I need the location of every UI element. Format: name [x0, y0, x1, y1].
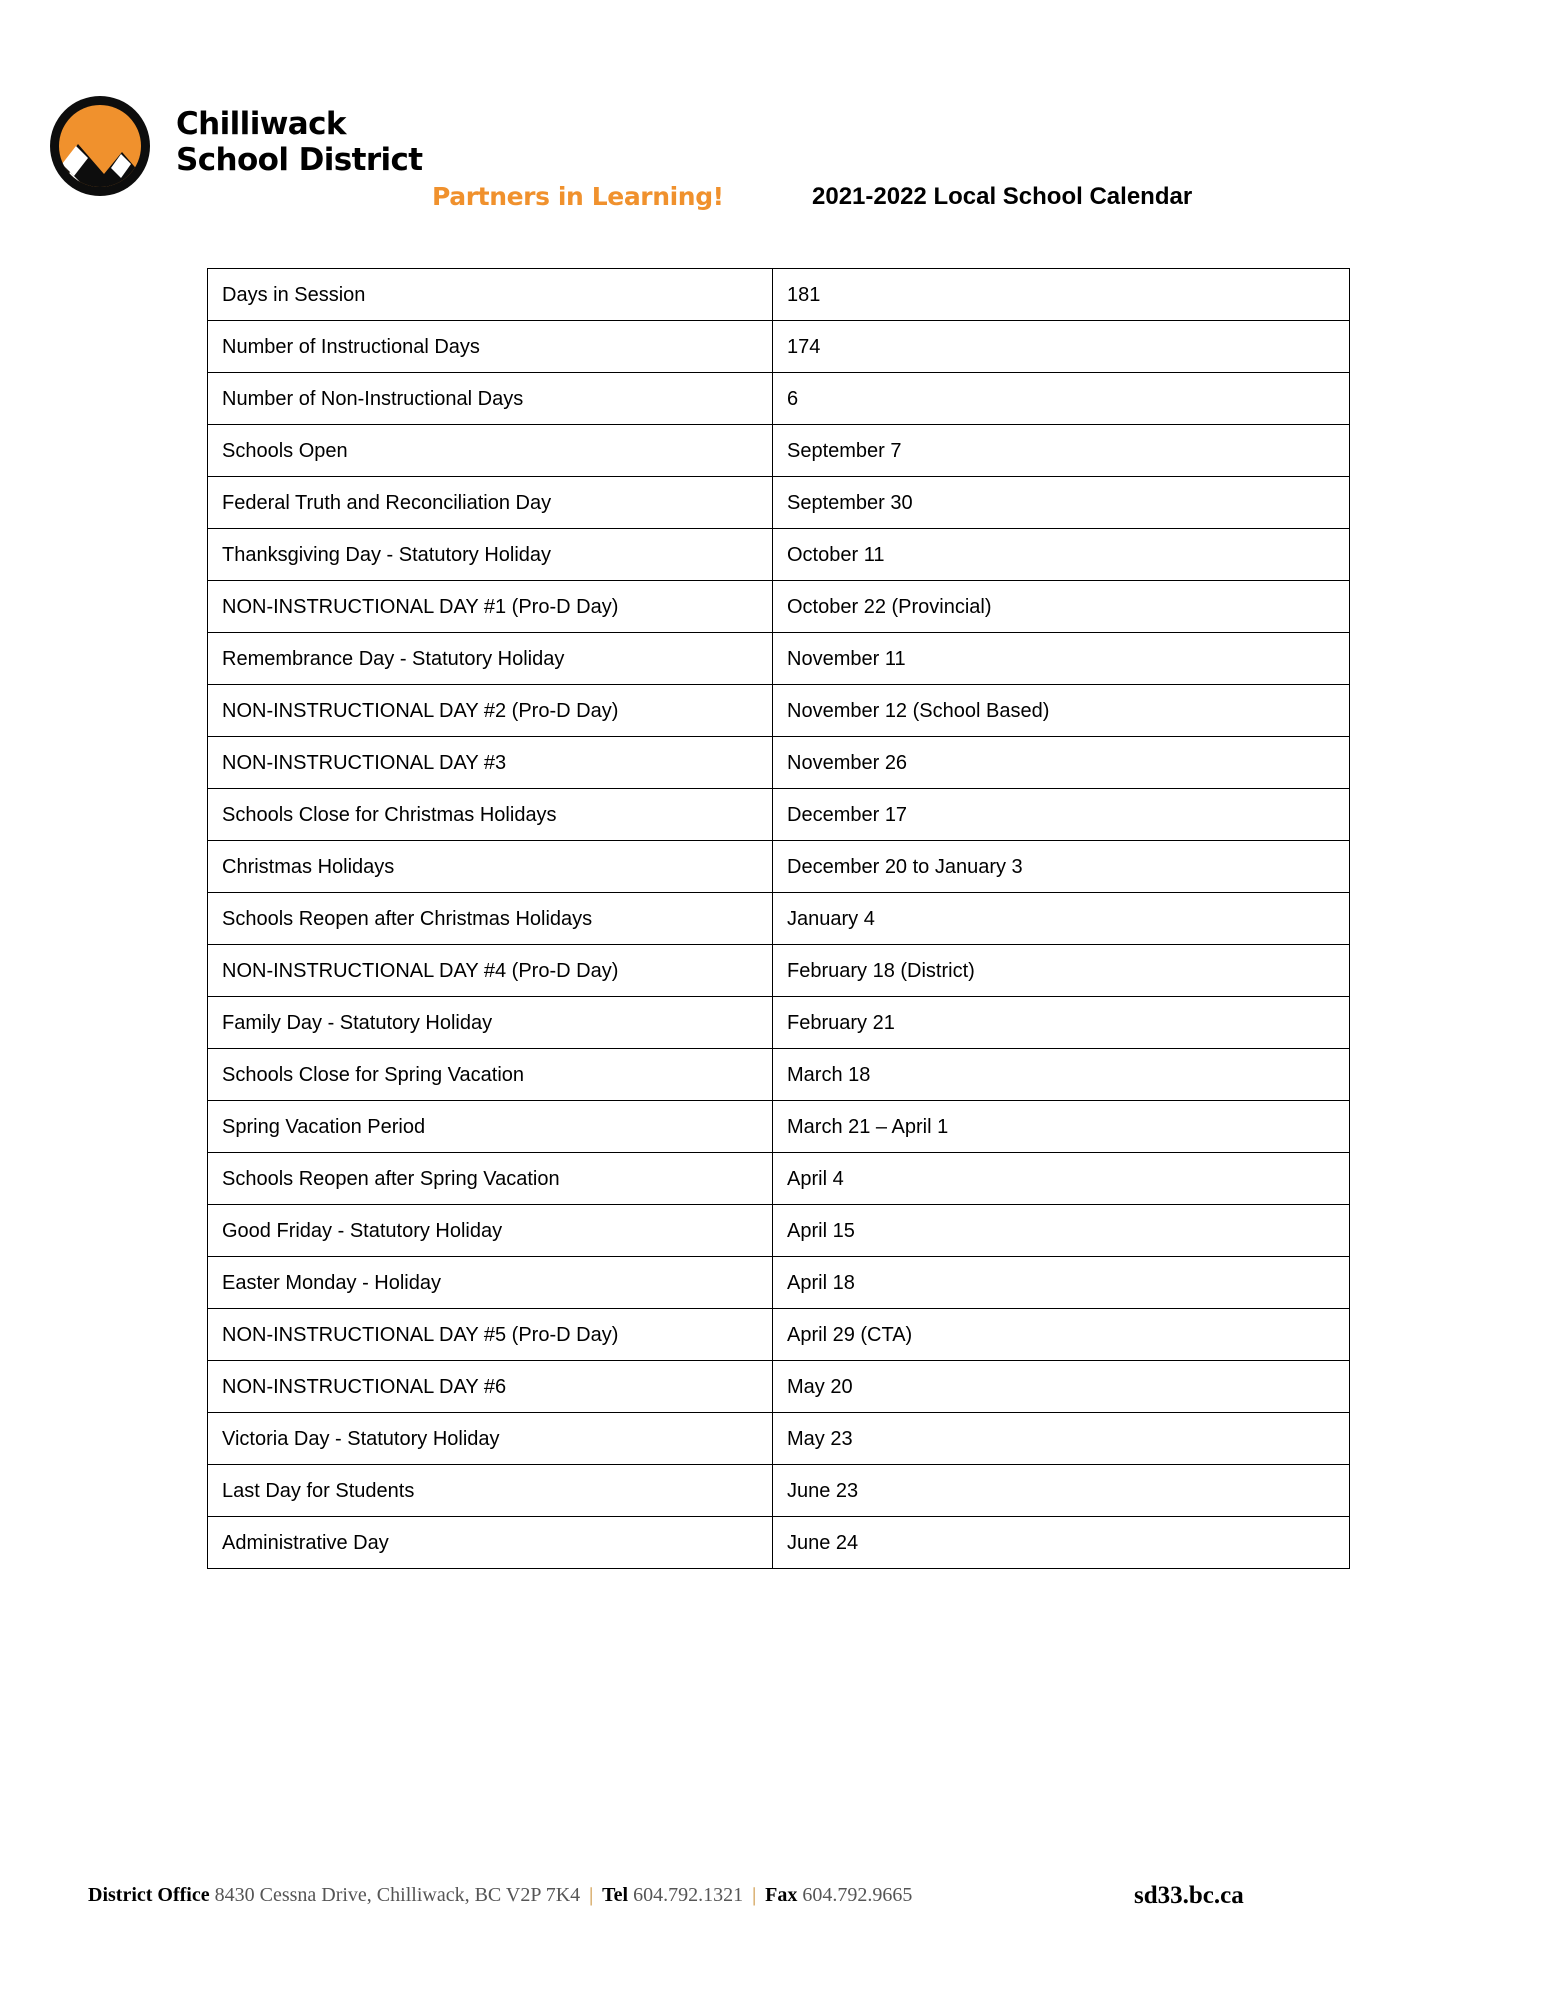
calendar-event-cell: Victoria Day - Statutory Holiday: [208, 1413, 773, 1465]
wordmark-line-2: School District: [176, 142, 423, 178]
table-row: [208, 1309, 1350, 1361]
calendar-date-cell: June 23: [773, 1465, 1350, 1517]
calendar-date-cell: September 30: [773, 477, 1350, 529]
calendar-date-cell: March 21 – April 1: [773, 1101, 1350, 1153]
calendar-event-cell: Schools Close for Christmas Holidays: [208, 789, 773, 841]
table-row: [208, 997, 1350, 1049]
wordmark-line-1: Chilliwack: [176, 106, 346, 142]
calendar-date-cell: January 4: [773, 893, 1350, 945]
table-row: [208, 1413, 1350, 1465]
calendar-event-cell: NON-INSTRUCTIONAL DAY #3: [208, 737, 773, 789]
footer-separator-2: |: [752, 1884, 757, 1906]
calendar-date-cell: April 29 (CTA): [773, 1309, 1350, 1361]
calendar-date-cell: May 20: [773, 1361, 1350, 1413]
page-footer: [0, 1884, 1556, 1924]
calendar-event-cell: Schools Close for Spring Vacation: [208, 1049, 773, 1101]
footer-website: sd33.bc.ca: [1134, 1882, 1244, 1909]
footer-fax-number: 604.792.9665: [802, 1884, 913, 1906]
calendar-event-cell: NON-INSTRUCTIONAL DAY #6: [208, 1361, 773, 1413]
calendar-date-cell: 6: [773, 373, 1350, 425]
table-row: [208, 1517, 1350, 1569]
calendar-date-cell: April 15: [773, 1205, 1350, 1257]
calendar-date-cell: March 18: [773, 1049, 1350, 1101]
calendar-date-cell: November 26: [773, 737, 1350, 789]
school-calendar-table: [207, 268, 1350, 1569]
table-row: [208, 789, 1350, 841]
calendar-date-cell: December 20 to January 3: [773, 841, 1350, 893]
footer-tel-label: Tel: [602, 1884, 629, 1906]
calendar-event-cell: Schools Reopen after Christmas Holidays: [208, 893, 773, 945]
district-logo: [48, 94, 152, 198]
calendar-event-cell: NON-INSTRUCTIONAL DAY #2 (Pro-D Day): [208, 685, 773, 737]
calendar-event-cell: NON-INSTRUCTIONAL DAY #5 (Pro-D Day): [208, 1309, 773, 1361]
calendar-date-cell: April 4: [773, 1153, 1350, 1205]
table-row: [208, 581, 1350, 633]
footer-address: 8430 Cessna Drive, Chilliwack, BC V2P 7K4: [214, 1884, 581, 1906]
table-row: [208, 1049, 1350, 1101]
calendar-event-cell: Administrative Day: [208, 1517, 773, 1569]
footer-fax-label: Fax: [765, 1884, 798, 1906]
table-row: [208, 1257, 1350, 1309]
table-row: [208, 737, 1350, 789]
table-row: [208, 425, 1350, 477]
calendar-event-cell: Days in Session: [208, 269, 773, 321]
calendar-event-cell: Schools Open: [208, 425, 773, 477]
calendar-date-cell: April 18: [773, 1257, 1350, 1309]
table-row: [208, 841, 1350, 893]
calendar-event-cell: Christmas Holidays: [208, 841, 773, 893]
calendar-event-cell: Federal Truth and Reconciliation Day: [208, 477, 773, 529]
calendar-date-cell: November 11: [773, 633, 1350, 685]
table-row: [208, 1101, 1350, 1153]
calendar-table-body: [208, 269, 1350, 1569]
calendar-date-cell: February 18 (District): [773, 945, 1350, 997]
page-title: 2021-2022 Local School Calendar: [812, 183, 1193, 210]
calendar-event-cell: Good Friday - Statutory Holiday: [208, 1205, 773, 1257]
calendar-event-cell: Thanksgiving Day - Statutory Holiday: [208, 529, 773, 581]
table-row: [208, 1361, 1350, 1413]
table-row: [208, 945, 1350, 997]
table-row: [208, 685, 1350, 737]
table-row: [208, 373, 1350, 425]
table-row: [208, 321, 1350, 373]
calendar-date-cell: September 7: [773, 425, 1350, 477]
calendar-date-cell: October 11: [773, 529, 1350, 581]
calendar-date-cell: November 12 (School Based): [773, 685, 1350, 737]
district-wordmark: [176, 106, 423, 178]
footer-separator-1: |: [589, 1884, 594, 1906]
calendar-date-cell: February 21: [773, 997, 1350, 1049]
calendar-event-cell: Family Day - Statutory Holiday: [208, 997, 773, 1049]
calendar-date-cell: 181: [773, 269, 1350, 321]
calendar-date-cell: December 17: [773, 789, 1350, 841]
calendar-event-cell: Number of Non-Instructional Days: [208, 373, 773, 425]
table-row: [208, 529, 1350, 581]
calendar-date-cell: October 22 (Provincial): [773, 581, 1350, 633]
table-row: [208, 477, 1350, 529]
footer-tel-number: 604.792.1321: [633, 1884, 744, 1906]
calendar-event-cell: Number of Instructional Days: [208, 321, 773, 373]
table-row: [208, 893, 1350, 945]
table-row: [208, 1465, 1350, 1517]
calendar-date-cell: May 23: [773, 1413, 1350, 1465]
district-tagline: Partners in Learning!: [432, 182, 724, 211]
page-header: [0, 78, 1556, 208]
footer-contact-line: [88, 1884, 912, 1907]
footer-office-label: District Office: [88, 1884, 210, 1906]
calendar-event-cell: NON-INSTRUCTIONAL DAY #1 (Pro-D Day): [208, 581, 773, 633]
calendar-event-cell: Spring Vacation Period: [208, 1101, 773, 1153]
table-row: [208, 633, 1350, 685]
calendar-event-cell: Last Day for Students: [208, 1465, 773, 1517]
chilliwack-sun-mountain-logo: [48, 94, 152, 198]
calendar-event-cell: Schools Reopen after Spring Vacation: [208, 1153, 773, 1205]
table-row: [208, 1205, 1350, 1257]
calendar-event-cell: NON-INSTRUCTIONAL DAY #4 (Pro-D Day): [208, 945, 773, 997]
calendar-event-cell: Remembrance Day - Statutory Holiday: [208, 633, 773, 685]
table-row: [208, 1153, 1350, 1205]
table-row: [208, 269, 1350, 321]
calendar-event-cell: Easter Monday - Holiday: [208, 1257, 773, 1309]
calendar-date-cell: June 24: [773, 1517, 1350, 1569]
calendar-date-cell: 174: [773, 321, 1350, 373]
